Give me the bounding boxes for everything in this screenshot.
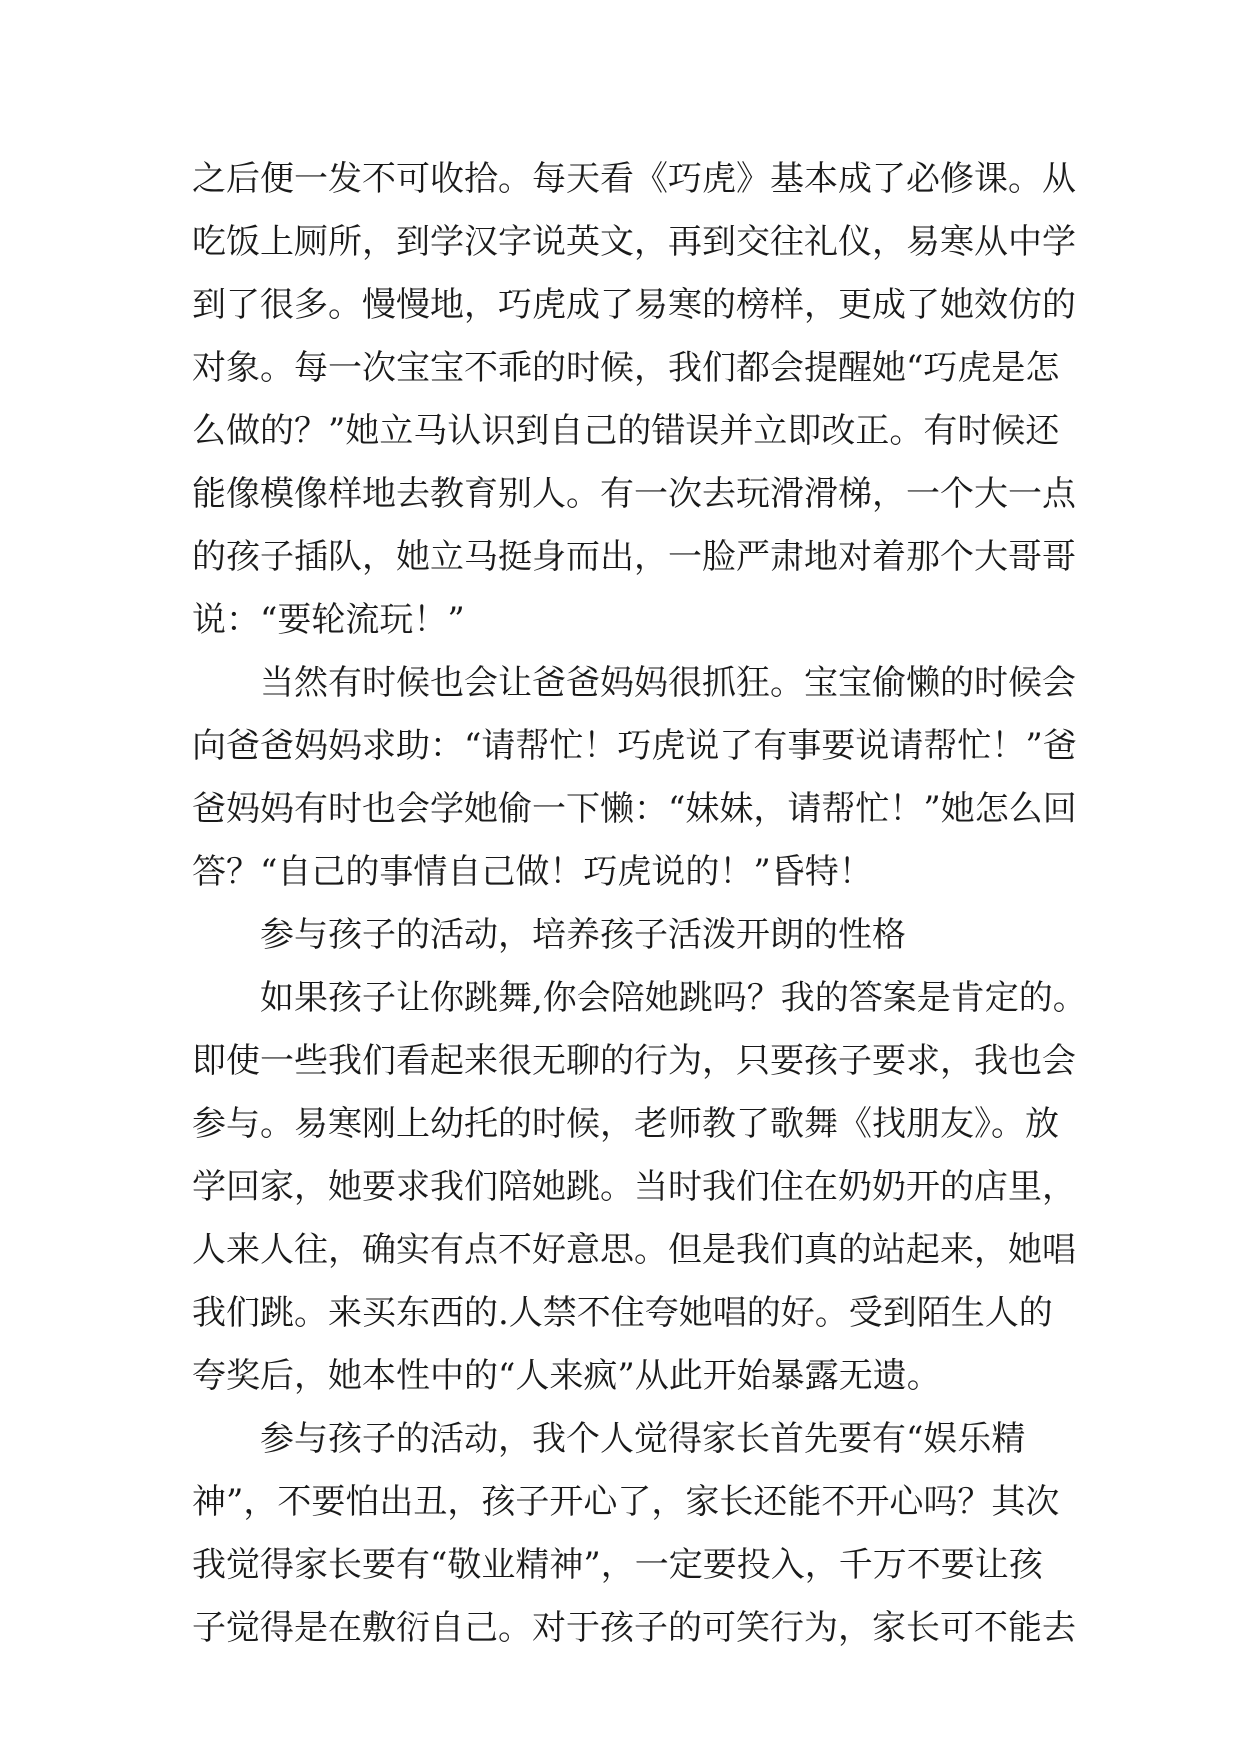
paragraph-start-line: 如果孩子让你跳舞,你会陪她跳吗？我的答案是肯定的。 (260, 978, 1087, 1018)
text-line: 么做的？”她立马认识到自己的错误并立即改正。有时候还 (192, 411, 1060, 451)
text-line: 我们跳。来买东西的.人禁不住夸她唱的好。受到陌生人的 (192, 1293, 1053, 1333)
paragraph-start-line: 参与孩子的活动，我个人觉得家长首先要有“娱乐精 (260, 1419, 1026, 1459)
text-line: 即使一些我们看起来很无聊的行为，只要孩子要求，我也会 (192, 1041, 1076, 1081)
text-line: 爸妈妈有时也会学她偷一下懒：“妹妹，请帮忙！”她怎么回 (192, 789, 1077, 829)
text-line: 夸奖后，她本性中的“人来疯”从此开始暴露无遗。 (192, 1356, 941, 1396)
text-line: 参与。易寒刚上幼托的时候，老师教了歌舞《找朋友》。放 (192, 1104, 1059, 1144)
text-line: 之后便一发不可收拾。每天看《巧虎》基本成了必修课。从 (192, 159, 1076, 199)
section-heading: 参与孩子的活动，培养孩子活泼开朗的性格 (260, 915, 906, 955)
text-line: 子觉得是在敷衍自己。对于孩子的可笑行为，家长可不能去 (192, 1608, 1076, 1648)
text-line: 的孩子插队，她立马挺身而出，一脸严肃地对着那个大哥哥 (192, 537, 1076, 577)
text-line: 学回家，她要求我们陪她跳。当时我们住在奶奶开的店里， (192, 1167, 1076, 1207)
text-line: 到了很多。慢慢地，巧虎成了易寒的榜样，更成了她效仿的 (192, 285, 1076, 325)
text-line: 能像模像样地去教育别人。有一次去玩滑滑梯，一个大一点 (192, 474, 1076, 514)
text-line: 我觉得家长要有“敬业精神”，一定要投入，千万不要让孩 (192, 1545, 1043, 1585)
text-line: 神”，不要怕出丑，孩子开心了，家长还能不开心吗？其次 (192, 1482, 1060, 1522)
text-line: 向爸爸妈妈求助：“请帮忙！巧虎说了有事要说请帮忙！”爸 (192, 726, 1077, 766)
text-line: 答？“自己的事情自己做！巧虎说的！”昏特！ (192, 852, 873, 892)
document-body (192, 148, 1087, 1660)
text-line: 吃饭上厕所，到学汉字说英文，再到交往礼仪，易寒从中学 (192, 222, 1076, 262)
text-line: 对象。每一次宝宝不乖的时候，我们都会提醒她“巧虎是怎 (192, 348, 1060, 388)
paragraph-start-line: 当然有时候也会让爸爸妈妈很抓狂。宝宝偷懒的时候会 (260, 663, 1076, 703)
text-line: 人来人往，确实有点不好意思。但是我们真的站起来，她唱 (192, 1230, 1076, 1270)
text-line: 说：“要轮流玩！” (192, 600, 465, 640)
